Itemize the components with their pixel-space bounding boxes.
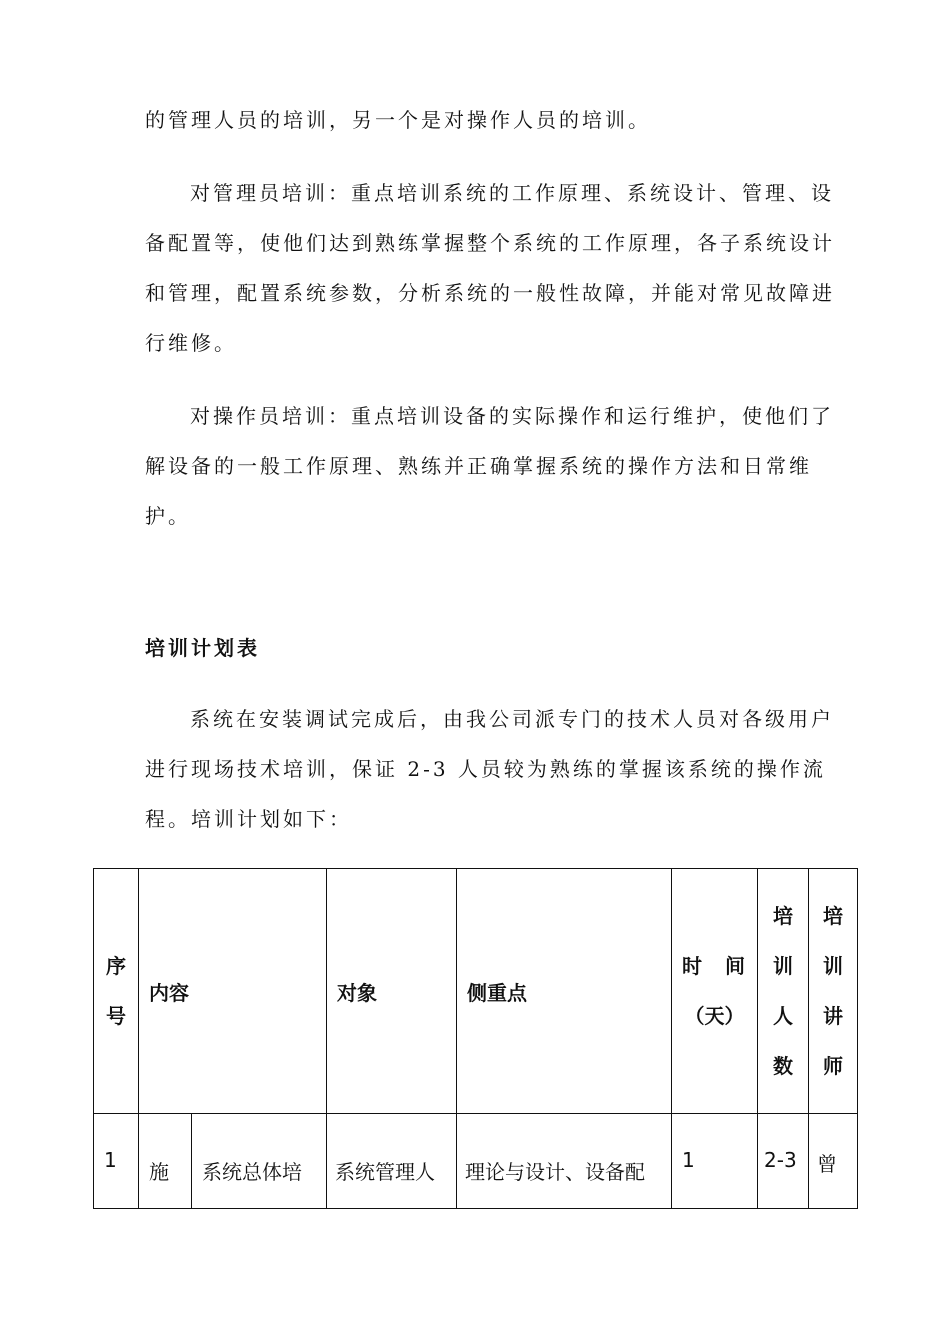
section-text-line: 系统在安装调试完成后，由我公司派专门的技术人员对各级用户 (190, 707, 834, 731)
header-focus: 侧重点 (457, 869, 672, 1114)
table-row (94, 1114, 858, 1209)
header-people-char: 人 (773, 1004, 793, 1028)
paragraph-manager-line: 和管理，配置系统参数，分析系统的一般性故障，并能对常见故障进 (145, 281, 835, 305)
paragraph-operator-line: 对操作员培训：重点培训设备的实际操作和运行维护，使他们了 (190, 404, 834, 428)
header-people-char: 数 (773, 1054, 793, 1078)
training-plan-table (93, 868, 858, 1209)
header-time-char: 间 (725, 954, 745, 978)
cell-seq: 1 (94, 1114, 139, 1209)
paragraph-manager-line: 备配置等，使他们达到熟练掌握整个系统的工作原理，各子系统设计 (145, 231, 835, 255)
cell-days: 1 (672, 1114, 758, 1209)
paragraph-operator-line: 护。 (145, 504, 191, 528)
header-content: 内容 (139, 869, 327, 1114)
cell-content: 系统总体培 (192, 1114, 327, 1209)
table-header-row (94, 869, 858, 1114)
header-time (672, 869, 758, 1114)
header-seq (94, 869, 139, 1114)
cell-people: 2-3 (758, 1114, 809, 1209)
header-lecturer-char: 培 (823, 904, 843, 928)
header-people-char: 培 (773, 904, 793, 928)
header-lecturer-char: 讲 (823, 1004, 843, 1028)
header-target: 对象 (327, 869, 457, 1114)
header-lecturer (809, 869, 858, 1114)
header-seq-char: 序 (106, 954, 126, 978)
paragraph-intro-end: 的管理人员的培训，另一个是对操作人员的培训。 (145, 108, 651, 132)
header-seq-char: 号 (106, 1004, 126, 1028)
cell-focus: 理论与设计、设备配 (457, 1114, 672, 1209)
paragraph-manager-line: 行维修。 (145, 331, 237, 355)
paragraph-manager-line: 对管理员培训：重点培训系统的工作原理、系统设计、管理、设 (190, 181, 834, 205)
paragraph-operator-line: 解设备的一般工作原理、熟练并正确掌握系统的操作方法和日常维 (145, 454, 812, 478)
cell-category: 施 (139, 1114, 192, 1209)
header-people-char: 训 (773, 954, 793, 978)
section-title: 培训计划表 (145, 636, 260, 660)
section-text-line: 程。培训计划如下： (145, 807, 352, 831)
section-text-line: 进行现场技术培训，保证 2-3 人员较为熟练的掌握该系统的操作流 (145, 757, 826, 781)
header-time-unit: （天） (684, 1004, 745, 1028)
header-lecturer-char: 训 (823, 954, 843, 978)
cell-target: 系统管理人 (327, 1114, 457, 1209)
header-time-char: 时 (682, 954, 702, 978)
cell-lecturer: 曾 (809, 1114, 858, 1209)
header-lecturer-char: 师 (823, 1054, 843, 1078)
header-people (758, 869, 809, 1114)
